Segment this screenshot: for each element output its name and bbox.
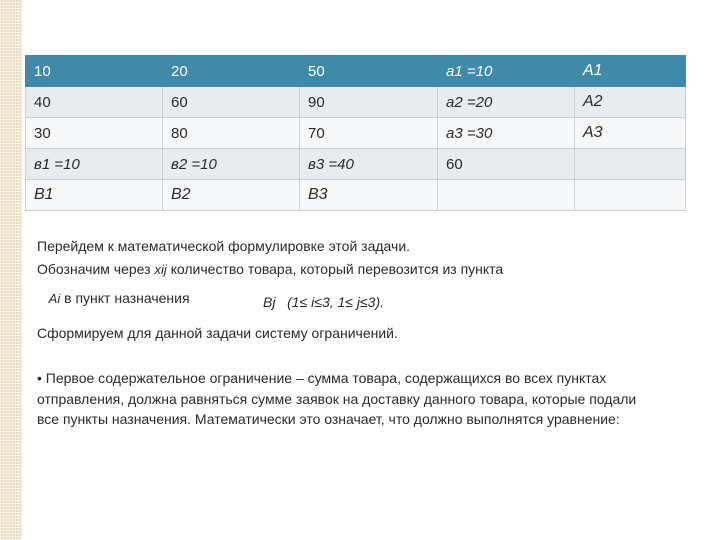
table-cell: 60: [438, 149, 575, 180]
table-cell: [438, 118, 575, 149]
index-range: [263, 294, 384, 310]
cell-text: A1: [583, 62, 603, 79]
cell-text: в3 =40: [308, 155, 354, 173]
table-cell: 70: [300, 118, 438, 149]
notation-line: [37, 258, 657, 281]
table-cell: 60: [163, 87, 300, 118]
table-cell: [575, 87, 686, 118]
table-cell: 80: [163, 118, 300, 149]
cell-text: a3 =30: [446, 124, 493, 142]
cell-text: в1 =10: [34, 155, 80, 173]
transport-table: [25, 55, 686, 211]
table-cell: [575, 56, 686, 87]
table-cell: 50: [300, 56, 438, 87]
table-row: [26, 118, 686, 149]
cell-text: a1 =10: [446, 62, 493, 80]
cell-text: A3: [583, 124, 603, 141]
notation-suffix: количество товара, который перевозится из пункта: [170, 261, 504, 277]
table-cell: [575, 149, 686, 180]
variable-bj: Bj: [263, 294, 276, 310]
constraints-line: Сформируем для данной задачи систему ограничений.: [37, 325, 398, 341]
table-cell: 10: [26, 56, 163, 87]
table-row: [26, 149, 686, 180]
cell-text: B1: [34, 186, 54, 203]
table-cell: [26, 180, 163, 211]
table-row: [26, 56, 686, 87]
notation-prefix: Обозначим через: [37, 261, 151, 277]
range-text: (1≤ i≤3, 1≤ j≤3).: [287, 294, 384, 310]
table-cell: [575, 180, 686, 211]
table-cell: 20: [163, 56, 300, 87]
table-row: [26, 180, 686, 211]
table-row: [26, 87, 686, 118]
intro-line: Перейдем к математической формулировке этой задачи.: [37, 238, 411, 254]
table-cell: [300, 180, 438, 211]
table-cell: 30: [26, 118, 163, 149]
table-cell: [26, 149, 163, 180]
cell-text: B2: [171, 186, 191, 203]
table-cell: [438, 87, 575, 118]
constraint-paragraph: • Первое содержательное ограничение – сумма товара, содержащихся во всех пунктах отправления, должна равняться сумме заявок на доставку данного товара, которые подали все пункты назначения. Математически это означает, что должно выполнятся уравнение:: [37, 370, 637, 427]
variable-xij: xij: [154, 262, 167, 277]
cell-text: B3: [308, 186, 328, 203]
decorative-side-stripe: [0, 0, 22, 540]
cell-text: a2 =20: [446, 93, 493, 111]
cell-text: A2: [583, 93, 603, 110]
table-cell: [438, 56, 575, 87]
table-cell: [438, 180, 575, 211]
variable-ai: Ai: [48, 291, 61, 306]
table-cell: [300, 149, 438, 180]
cell-text: в2 =10: [171, 155, 217, 173]
table-cell: [575, 118, 686, 149]
destination-text: в пункт назначения: [64, 290, 190, 306]
table-cell: [163, 180, 300, 211]
table-cell: [163, 149, 300, 180]
table-cell: 40: [26, 87, 163, 118]
table-cell: 90: [300, 87, 438, 118]
